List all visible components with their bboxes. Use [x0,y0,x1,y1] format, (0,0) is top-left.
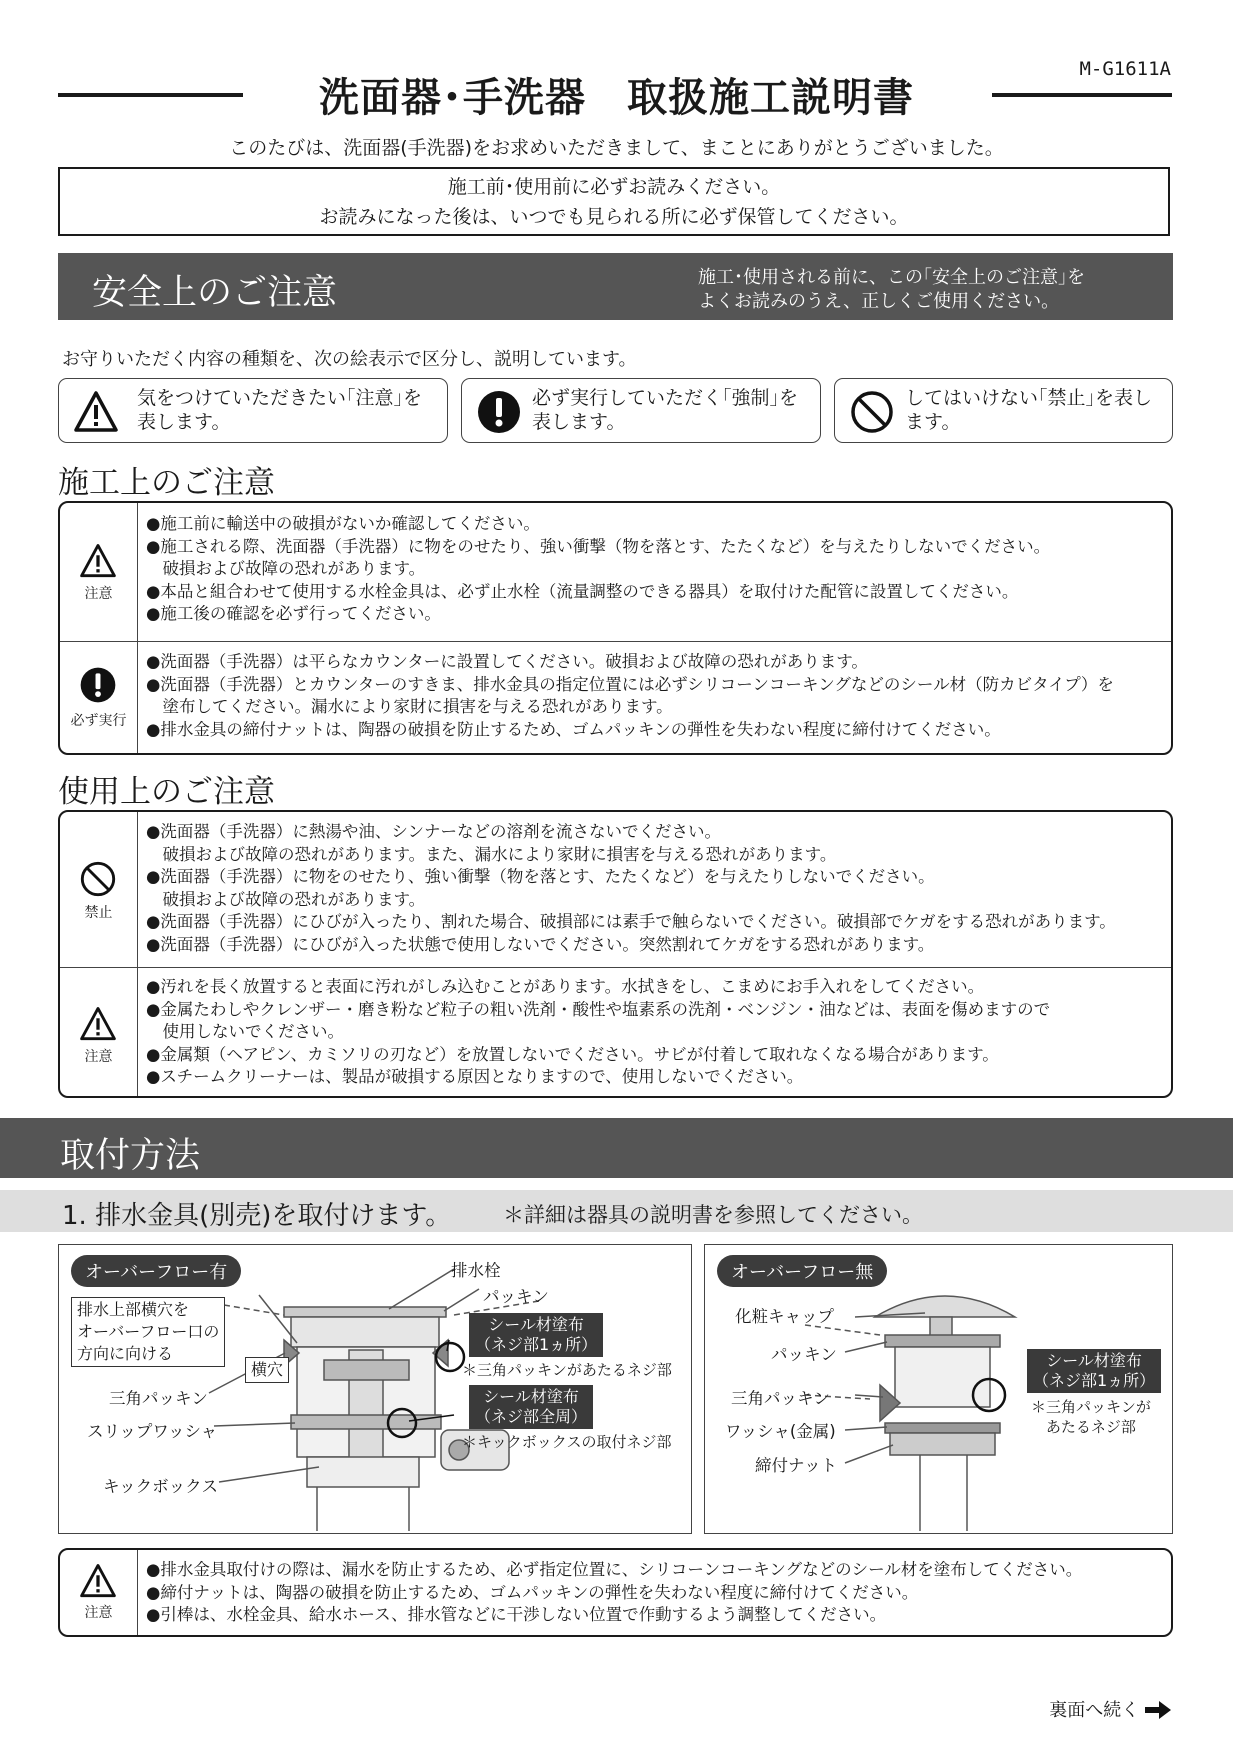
row-icon-label: 注意 [84,586,113,602]
caution-line: ●洗面器（手洗器）にひびが入った状態で使用しないでください。突然割れてケガをする恐れがあります。 [146,934,935,954]
legend-caution [58,378,448,443]
caution-triangle-icon [79,1563,117,1599]
safety-subtext-line: 施工･使用される前に、この｢安全上のご注意｣を [698,267,1085,288]
caution-line: ●洗面器（手洗器）に熱湯や油、シンナーなどの溶剤を流さないでください。 [146,822,721,841]
legend-mandatory-text [532,386,798,434]
notice-line: 施工前･使用前に必ずお読みください。 [447,176,781,198]
caution-line: 破損および故障の恐れがあります。 [146,559,426,578]
seal-tag-2-note: ＊キックボックスの取付ネジ部 [462,1433,672,1451]
legend-line: ます。 [905,411,961,433]
seal-tag-line: （ネジ部1ヵ所） [1033,1371,1156,1390]
legend-prohibited [834,378,1173,443]
box-label-line: オーバーフロー口の [77,1322,220,1341]
caution-row [60,503,1171,641]
caution-line: ●施工前に輸送中の破損がないか確認してください。 [146,514,540,533]
caution-line: 使用しないでください。 [146,1022,344,1041]
continue-note [1049,1696,1171,1722]
seal-tag-line: シール材塗布 [1046,1351,1142,1370]
legend-line: 気をつけていただきたい｢注意｣を [137,387,423,409]
label-kickbox: キックボックス [103,1477,219,1496]
caution-row [60,967,1171,1098]
install-method-heading: 取付方法 [60,1136,201,1176]
install-cautions-heading: 施工上のご注意 [58,465,275,501]
legend-mandatory [461,378,821,443]
prohibited-icon [79,860,117,898]
safety-subtext-line: よくお読みのうえ、正しくご使用ください。 [698,291,1060,312]
safety-subtext [698,266,1085,314]
box-label-side-hole: 横穴 [245,1357,289,1383]
mandatory-text [146,651,1114,741]
seal-tag-line: （ネジ部1ヵ所） [475,1335,598,1354]
caution-line: ●施工後の確認を必ず行ってください。 [146,604,441,623]
label-triangle-packing: 三角パッキン [731,1389,830,1408]
seal-tag-note [1031,1397,1151,1437]
seal-tag-note-line: ＊三角パッキンが [1031,1398,1151,1416]
usage-cautions-heading: 使用上のご注意 [58,774,275,810]
box-label-line: 排水上部横穴を [77,1300,190,1319]
label-triangle-packing: 三角パッキン [109,1389,208,1408]
safety-header-band [58,253,1173,320]
row-icon-cell [60,503,138,641]
seal-tag-note-line: あたるネジ部 [1045,1418,1136,1436]
diagram-title-pill: オーバーフロー有 [71,1255,241,1287]
label-washer: ワッシャ(金属) [725,1422,836,1441]
mandatory-exclamation-icon [476,389,522,435]
install-cautions-table [58,501,1173,755]
caution-line: ●洗面器（手洗器）にひびが入ったり、割れた場合、破損部には素手で触らないでください。破損部でケガをする恐れがあります。 [146,912,1116,931]
document-number: M-G1611A [1079,58,1171,80]
caution-line: ●本品と組合わせて使用する水栓金具は、必ず止水栓（流量調整のできる器具）を取付けた配管に設置してください。 [146,581,1019,601]
caution-line: 塗布してください。漏水により家財に損害を与える恐れがあります。 [146,697,673,716]
caution-row [60,1550,1171,1635]
safety-heading: 安全上のご注意 [92,273,338,313]
caution-line: ●金属たわしやクレンザー・磨き粉など粒子の粗い洗剤・酸性や塩素系の洗剤・ベンジン・油などは、表面を傷めますので [146,999,1051,1019]
row-icon-cell [60,968,138,1098]
step-band [0,1190,1233,1232]
seal-tag-1-note: ＊三角パッキンがあたるネジ部 [462,1361,672,1379]
continue-text: 裏面へ続く [1049,1700,1140,1721]
prohibited-text [146,821,1116,956]
seal-tag-line: （ネジ部全周） [475,1407,588,1426]
thanks-message: このたびは、洗面器(手洗器)をお求めいただきまして、まことにありがとうございました。 [229,137,1004,159]
box-label-hole-direction [71,1297,225,1367]
caution-line: 破損および故障の恐れがあります。 [146,889,426,909]
install-method-band [0,1118,1233,1178]
caution-triangle-icon [79,1006,117,1042]
row-icon-cell [60,642,138,755]
legend-line: してはいけない｢禁止｣を表し [905,387,1153,409]
caution-line: ●排水金具取付けの際は、漏水を防止するため、必ず指定位置に、シリコーンコーキングなどのシール材を塗布してください。 [146,1560,1083,1579]
page-title: 洗面器･手洗器 取扱施工説明書 [319,75,914,121]
step-title: 1. 排水金具(別売)を取付けます。 [62,1201,452,1231]
row-icon-cell [60,812,138,967]
legend-line: 表します。 [532,411,626,433]
label-packing: パッキン [771,1345,837,1364]
caution-text [146,513,1050,626]
arrow-right-icon [1145,1701,1171,1719]
label-nut: 締付ナット [755,1456,838,1475]
caution-line: ●引棒は、水栓金具、給水ホース、排水管などに干渉しない位置で作動するよう調整してください。 [146,1605,887,1624]
prohibited-row [60,812,1171,967]
seal-tag-line: シール材塗布 [483,1387,579,1406]
caution-line: ●排水金具の締付ナットは、陶器の破損を防止するため、ゴムパッキンの弾性を失わない程度に締付けてください。 [146,719,1001,739]
caution-line: ●施工される際、洗面器（手洗器）に物をのせたり、強い衝撃（物を落とす、たたくなど）を与えたりしないでください。 [146,536,1051,556]
caution-line: ●締付ナットは、陶器の破損を防止するため、ゴムパッキンの弾性を失わない程度に締付けてください。 [146,1582,919,1602]
label-drain-plug: 排水栓 [451,1261,501,1280]
notice-line: お読みになった後は、いつでも見られる所に必ず保管してください。 [319,206,909,228]
caution-line: ●洗面器（手洗器）とカウンターのすきま、排水金具の指定位置には必ずシリコーンコーキングなどのシール材（防カビタイプ）を [146,674,1114,694]
row-icon-label: 注意 [84,1605,113,1621]
diagram-overflow-with [58,1244,692,1534]
row-icon-label: 注意 [84,1049,113,1065]
label-packing: パッキン [483,1287,549,1306]
row-icon-label: 必ず実行 [70,713,127,729]
caution-line: ●洗面器（手洗器）に物をのせたり、強い衝撃（物を落とす、たたくなど）を与えたりしないでください。 [146,867,935,886]
seal-tag-1 [469,1313,603,1357]
caution-triangle-icon [79,543,117,579]
label-cap: 化粧キャップ [735,1307,834,1326]
legend-line: 必ず実行していただく｢強制｣を [532,387,799,409]
legend-prohibited-text [905,386,1152,434]
caution-line: 破損および故障の恐れがあります。また、漏水により家財に損害を与える恐れがあります。 [146,844,837,864]
caution-line: ●金属類（ヘアピン、カミソリの刃など）を放置しないでください。サビが付着して取れなくなる場合があります。 [146,1044,999,1064]
caution-line: ●汚れを長く放置すると表面に汚れがしみ込むことがあります。水拭きをし、こまめにお手入れをしてください。 [146,977,985,996]
seal-tag [1027,1349,1161,1393]
seal-tag-2 [469,1385,593,1429]
diagram-title-pill: オーバーフロー無 [717,1255,887,1287]
caution-triangle-icon [73,389,119,435]
caution-text [146,976,1050,1089]
symbol-intro: お守りいただく内容の種類を、次の絵表示で区分し、説明しています。 [62,349,637,370]
install-method-caution [58,1548,1173,1637]
mandatory-exclamation-icon [79,666,117,704]
caution-line: ●洗面器（手洗器）は平らなカウンターに設置してください。破損および故障の恐れがあります。 [146,652,868,671]
mandatory-row [60,641,1171,755]
legend-line: 表します。 [137,411,231,433]
legend-caution-text [137,386,422,434]
caution-line: ●スチームクリーナーは、製品が破損する原因となりますので、使用しないでください。 [146,1067,804,1086]
seal-tag-line: シール材塗布 [488,1315,584,1334]
row-icon-label: 禁止 [84,905,113,921]
row-icon-cell [60,1550,138,1635]
usage-cautions-table [58,810,1173,1098]
diagram-overflow-without [704,1244,1173,1534]
label-slip-washer: スリップワッシャ [87,1422,218,1441]
prohibited-icon [849,389,895,435]
read-before-notice [58,167,1170,236]
caution-text [146,1559,1082,1627]
step-note: ＊詳細は器具の説明書を参照してください。 [503,1203,923,1227]
box-label-line: 方向に向ける [77,1344,174,1363]
